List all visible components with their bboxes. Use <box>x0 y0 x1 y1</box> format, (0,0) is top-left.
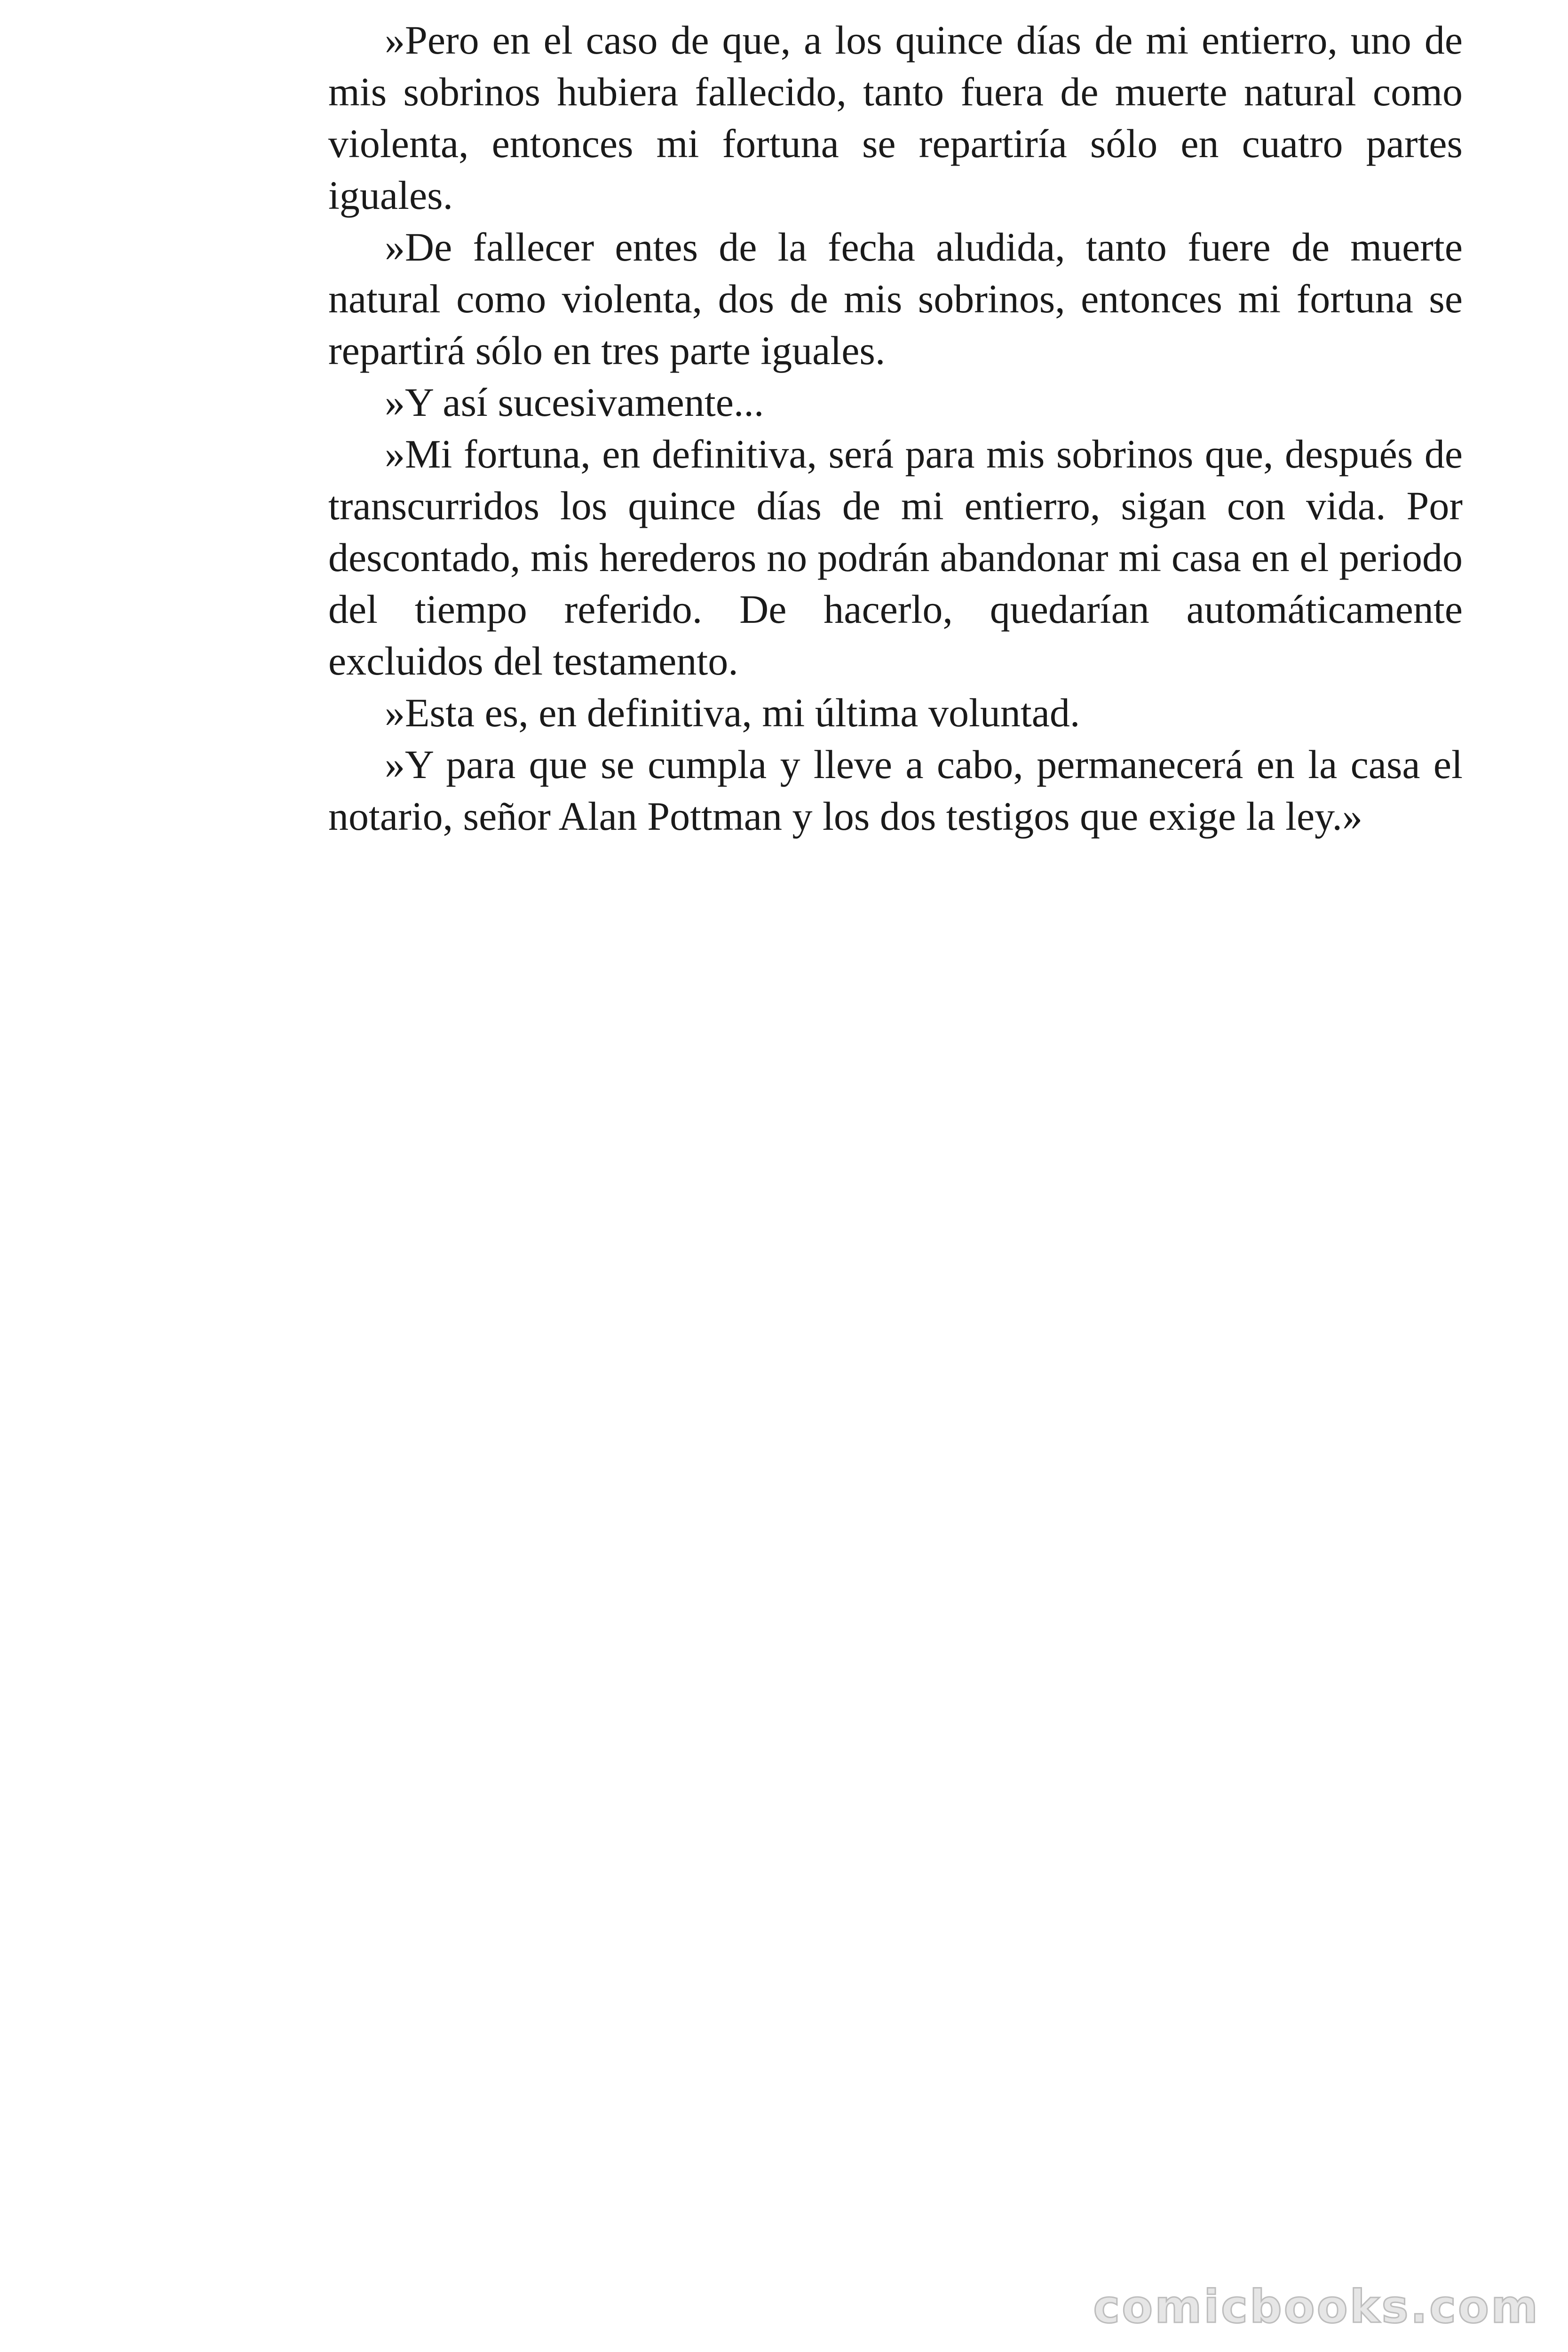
paragraph-1: »Pero en el caso de que, a los quince días de mi entierro, uno de mis sobrinos hubiera fallecido, tanto fuera de muerte natural como violenta, entonces mi fortuna se repartiría sólo en cuatro partes iguales. <box>328 17 1463 218</box>
paragraph-4: »Mi fortuna, en definitiva, será para mis sobrinos que, después de transcurridos los quince días de mi entierro, sigan con vida. Por descontado, mis herederos no podrán abandonar mi casa en el periodo del tiempo referido. De hacerlo, quedarían automáticamente excluidos del testamento. <box>328 431 1463 683</box>
paragraph-5: »Esta es, en definitiva, mi última voluntad. <box>385 690 1080 735</box>
body-text <box>328 14 1463 842</box>
paragraph-2: »De fallecer entes de la fecha aludida, tanto fuere de muerte natural como violenta, dos de mis sobrinos, entonces mi fortuna se repartirá sólo en tres parte iguales. <box>328 224 1463 373</box>
paragraph-3: »Y así sucesivamente... <box>385 380 764 425</box>
watermark: comicbooks.com <box>1093 2280 1540 2333</box>
paragraph-6: »Y para que se cumpla y lleve a cabo, permanecerá en la casa el notario, señor Alan Pottman y los dos testigos que exige la ley.» <box>328 742 1463 839</box>
